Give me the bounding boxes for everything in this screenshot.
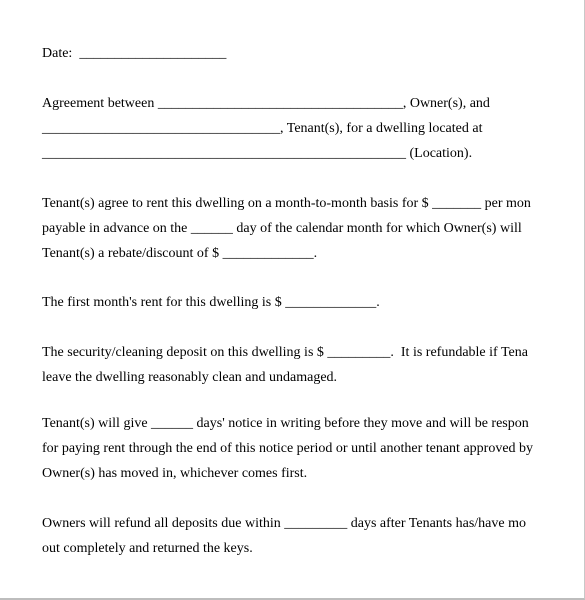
deposit-line-1: The security/cleaning deposit on this dwelling is $ _________. It is refundable if Tena (42, 345, 528, 360)
agreement-line-2: __________________________________, Tenant(s), for a dwelling located at (42, 121, 483, 136)
rent-line-3: Tenant(s) a rebate/discount of $ _____________. (42, 246, 318, 261)
date-line: Date: _____________________ (42, 46, 227, 61)
notice-line-2: for paying rent through the end of this notice period or until another tenant approved by (42, 441, 534, 456)
deposit-line-2: leave the dwelling reasonably clean and undamaged. (42, 370, 338, 385)
refund-line-1: Owners will refund all deposits due within _________ days after Tenants has/have mo (42, 516, 526, 531)
rent-line-1: Tenant(s) agree to rent this dwelling on a month-to-month basis for $ _______ per mon (42, 196, 531, 211)
rent-line-2: payable in advance on the ______ day of the calendar month for which Owner(s) will (42, 221, 522, 236)
notice-line-3: Owner(s) has moved in, whichever comes first. (42, 466, 308, 481)
first-month-line: The first month's rent for this dwelling is $ _____________. (42, 295, 380, 310)
notice-line-1: Tenant(s) will give ______ days' notice in writing before they move and will be respon (42, 416, 529, 431)
agreement-line-3: ____________________________________________________ (Location). (42, 146, 473, 161)
agreement-line-1: Agreement between ___________________________________, Owner(s), and (42, 96, 490, 111)
refund-line-2: out completely and returned the keys. (42, 541, 253, 556)
